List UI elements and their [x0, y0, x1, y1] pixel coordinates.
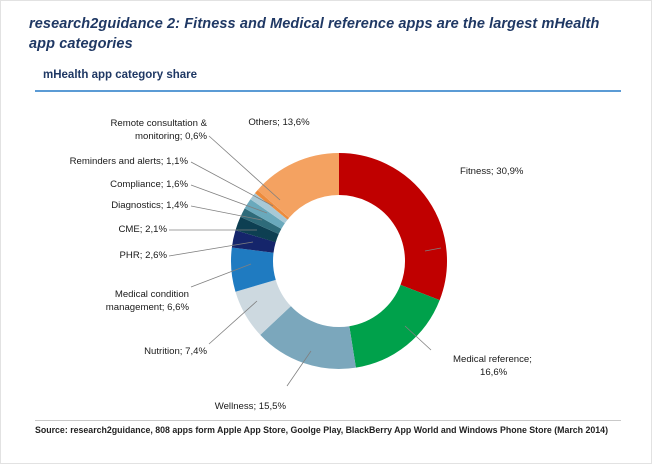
title-divider	[35, 90, 621, 92]
ring-medical-condition-management[interactable]	[252, 250, 256, 286]
ring-wellness[interactable]	[276, 321, 353, 348]
label-nutrition: Nutrition; 7,4%	[144, 346, 207, 357]
label-reminders-and-alerts: Reminders and alerts; 1,1%	[69, 156, 188, 167]
label-medical-condition-line2: management; 6,6%	[105, 302, 189, 313]
leader-reminders	[191, 162, 273, 206]
page-title: research2guidance 2: Fitness and Medical reference apps are the largest mHealth app categories	[29, 16, 600, 52]
ring-cme[interactable]	[256, 225, 260, 236]
label-medical-reference-line1: Medical reference;	[453, 354, 532, 365]
ring-reminders-and-alerts[interactable]	[268, 206, 272, 211]
ring-medical-reference[interactable]	[353, 293, 420, 347]
label-phr: PHR; 2,6%	[119, 250, 167, 261]
label-remote-consultation-line1: Remote consultation &	[110, 118, 207, 129]
label-fitness: Fitness; 30,9%	[460, 166, 524, 177]
label-cme: CME; 2,1%	[118, 224, 167, 235]
label-diagnostics: Diagnostics; 1,4%	[111, 200, 188, 211]
label-wellness: Wellness; 15,5%	[214, 401, 286, 412]
label-others: Others; 13,6%	[248, 117, 310, 128]
label-medical-reference-line2: 16,6%	[480, 367, 508, 378]
leader-nutrition	[209, 301, 257, 344]
chart-title: mHealth app category share	[43, 69, 198, 81]
donut-chart	[1, 96, 652, 416]
ring-others[interactable]	[273, 174, 339, 204]
source-note: Source: research2guidance, 808 apps form Apple App Store, Goolge Play, BlackBerry App World and Windows Phone Store (March 2014)	[35, 425, 608, 435]
ring-fitness[interactable]	[339, 174, 426, 293]
footer-divider	[35, 420, 621, 421]
ring-phr[interactable]	[253, 236, 256, 250]
label-medical-condition-line1: Medical condition	[114, 289, 189, 300]
ring-nutrition[interactable]	[256, 286, 276, 321]
label-compliance: Compliance; 1,6%	[110, 179, 188, 190]
donut-ring	[252, 174, 426, 348]
label-remote-consultation-line2: monitoring; 0,6%	[135, 131, 207, 142]
